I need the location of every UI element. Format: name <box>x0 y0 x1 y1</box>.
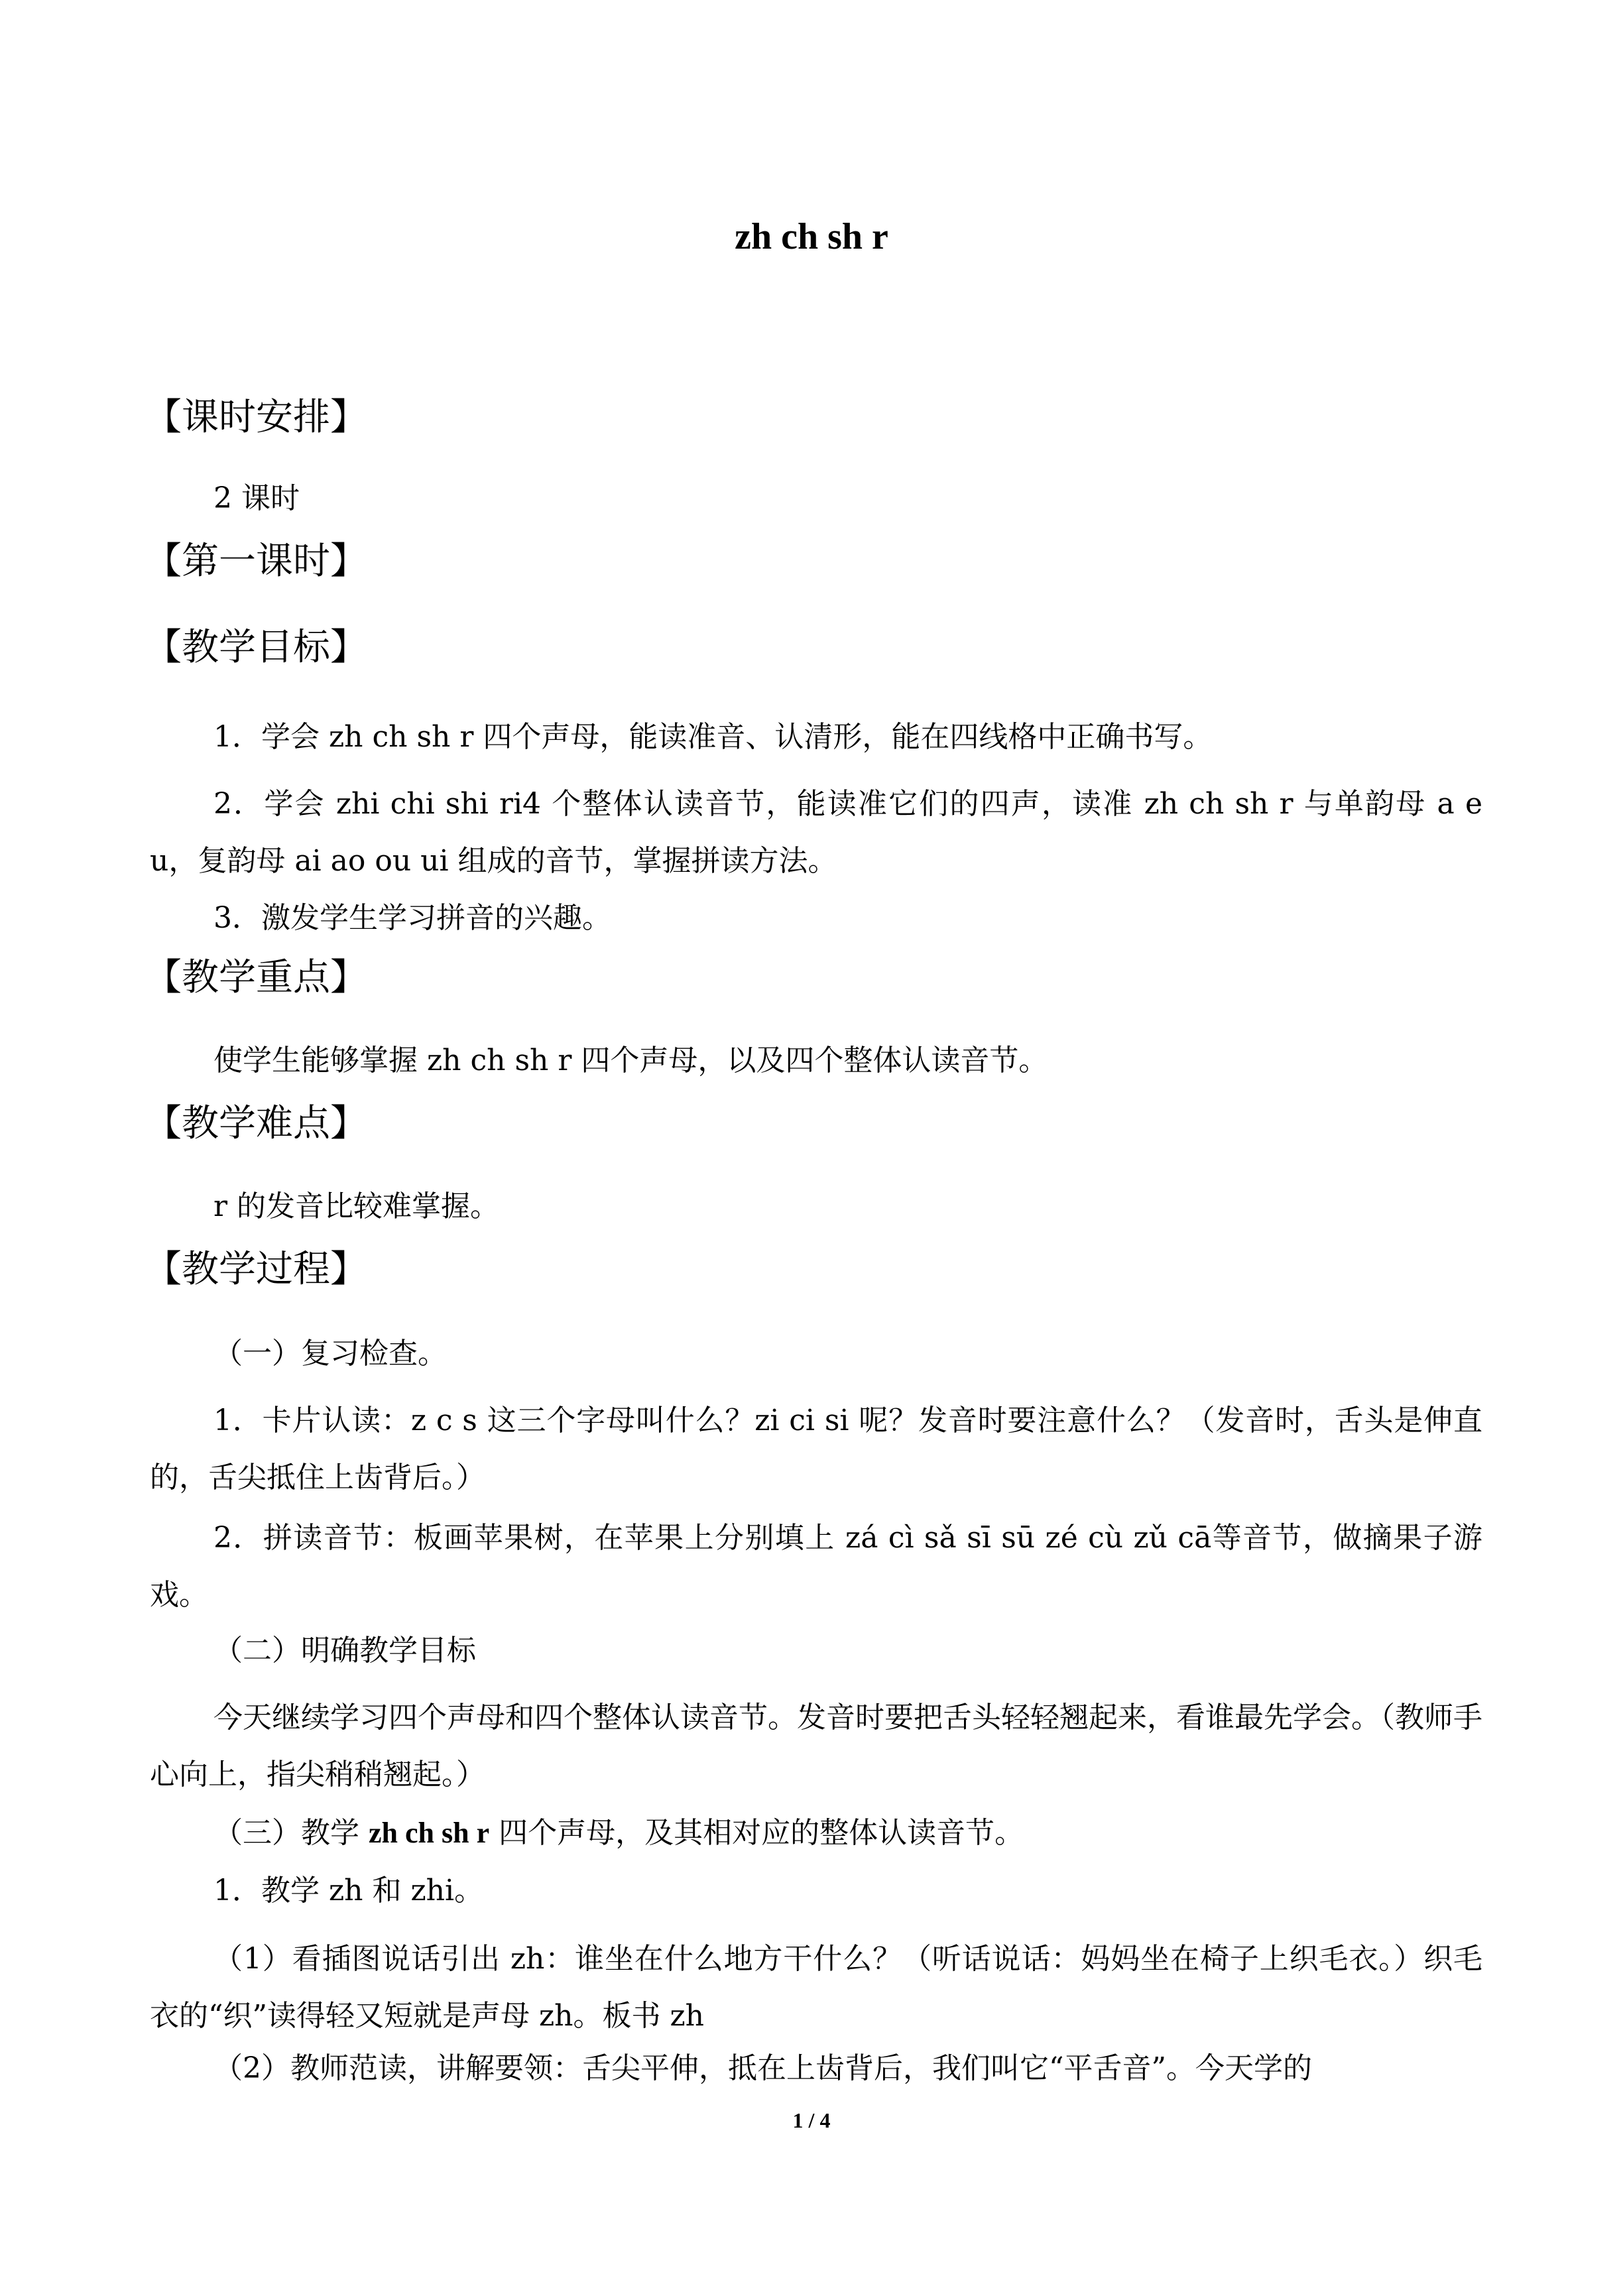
process-heading: 【教学过程】 <box>145 1248 367 1291</box>
key-points-heading: 【教学重点】 <box>145 956 367 999</box>
difficulties-text: r 的发音比较难掌握。 <box>213 1189 500 1223</box>
step-3 <box>213 1813 1024 1853</box>
step-3-item-1-b: （2）教师范读，讲解要领：舌尖平伸，抵在上齿背后，我们叫它“平舌音”。今天学的 <box>213 2051 1312 2085</box>
step-3-suffix: 四个声母，及其相对应的整体认读音节。 <box>489 1816 1024 1850</box>
page-title: zh ch sh r <box>735 216 888 257</box>
step-2: （二）明确教学目标 <box>213 1634 476 1667</box>
step-1: （一）复习检查。 <box>213 1337 447 1370</box>
schedule-text: 2 课时 <box>213 481 300 515</box>
step-3-item-1-a: （1）看插图说话引出 zh：谁坐在什么地方干什么？（听话说话：妈妈坐在椅子上织毛衣。）织毛衣的“织”读得轻又短就是声母 zh。板书 zh <box>150 1942 1482 2033</box>
schedule-heading: 【课时安排】 <box>145 396 367 439</box>
objectives-heading: 【教学目标】 <box>145 626 367 669</box>
difficulties-heading: 【教学难点】 <box>145 1102 367 1145</box>
step-3-item-1: 1．教学 zh 和 zhi。 <box>213 1874 484 1907</box>
step-1-item-1: 1．卡片认读：z c s 这三个字母叫什么？zi ci si 呢？发音时要注意什么？（发音时，舌头是伸直的，舌尖抵住上齿背后。） <box>150 1404 1482 1494</box>
step-1-item-2: 2．拼读音节：板画苹果树，在苹果上分别填上 zá cì sǎ sī sū zé cù zǔ cā等音节，做摘果子游戏。 <box>150 1521 1482 1612</box>
page-number: 1 / 4 <box>792 2108 831 2132</box>
key-points-text: 使学生能够掌握 zh ch sh r 四个声母，以及四个整体认读音节。 <box>213 1044 1048 1077</box>
objective-1: 1．学会 zh ch sh r 四个声母，能读准音、认清形，能在四线格中正确书写。 <box>213 720 1213 754</box>
step-3-bold: zh ch sh r <box>369 1817 490 1849</box>
objective-3: 3．激发学生学习拼音的兴趣。 <box>213 901 611 935</box>
first-lesson-heading: 【第一课时】 <box>145 540 367 583</box>
step-2-text: 今天继续学习四个声母和四个整体认读音节。发音时要把舌头轻轻翘起来，看谁最先学会。（教师手心向上，指尖稍稍翘起。） <box>150 1701 1482 1791</box>
objective-2: 2．学会 zhi chi shi ri4 个整体认读音节，能读准它们的四声，读准 zh ch sh r 与单韵母 a e u，复韵母 ai ao ou ui 组成的音节，掌握拼读方法。 <box>150 787 1482 878</box>
step-3-prefix: （三）教学 <box>213 1816 369 1850</box>
